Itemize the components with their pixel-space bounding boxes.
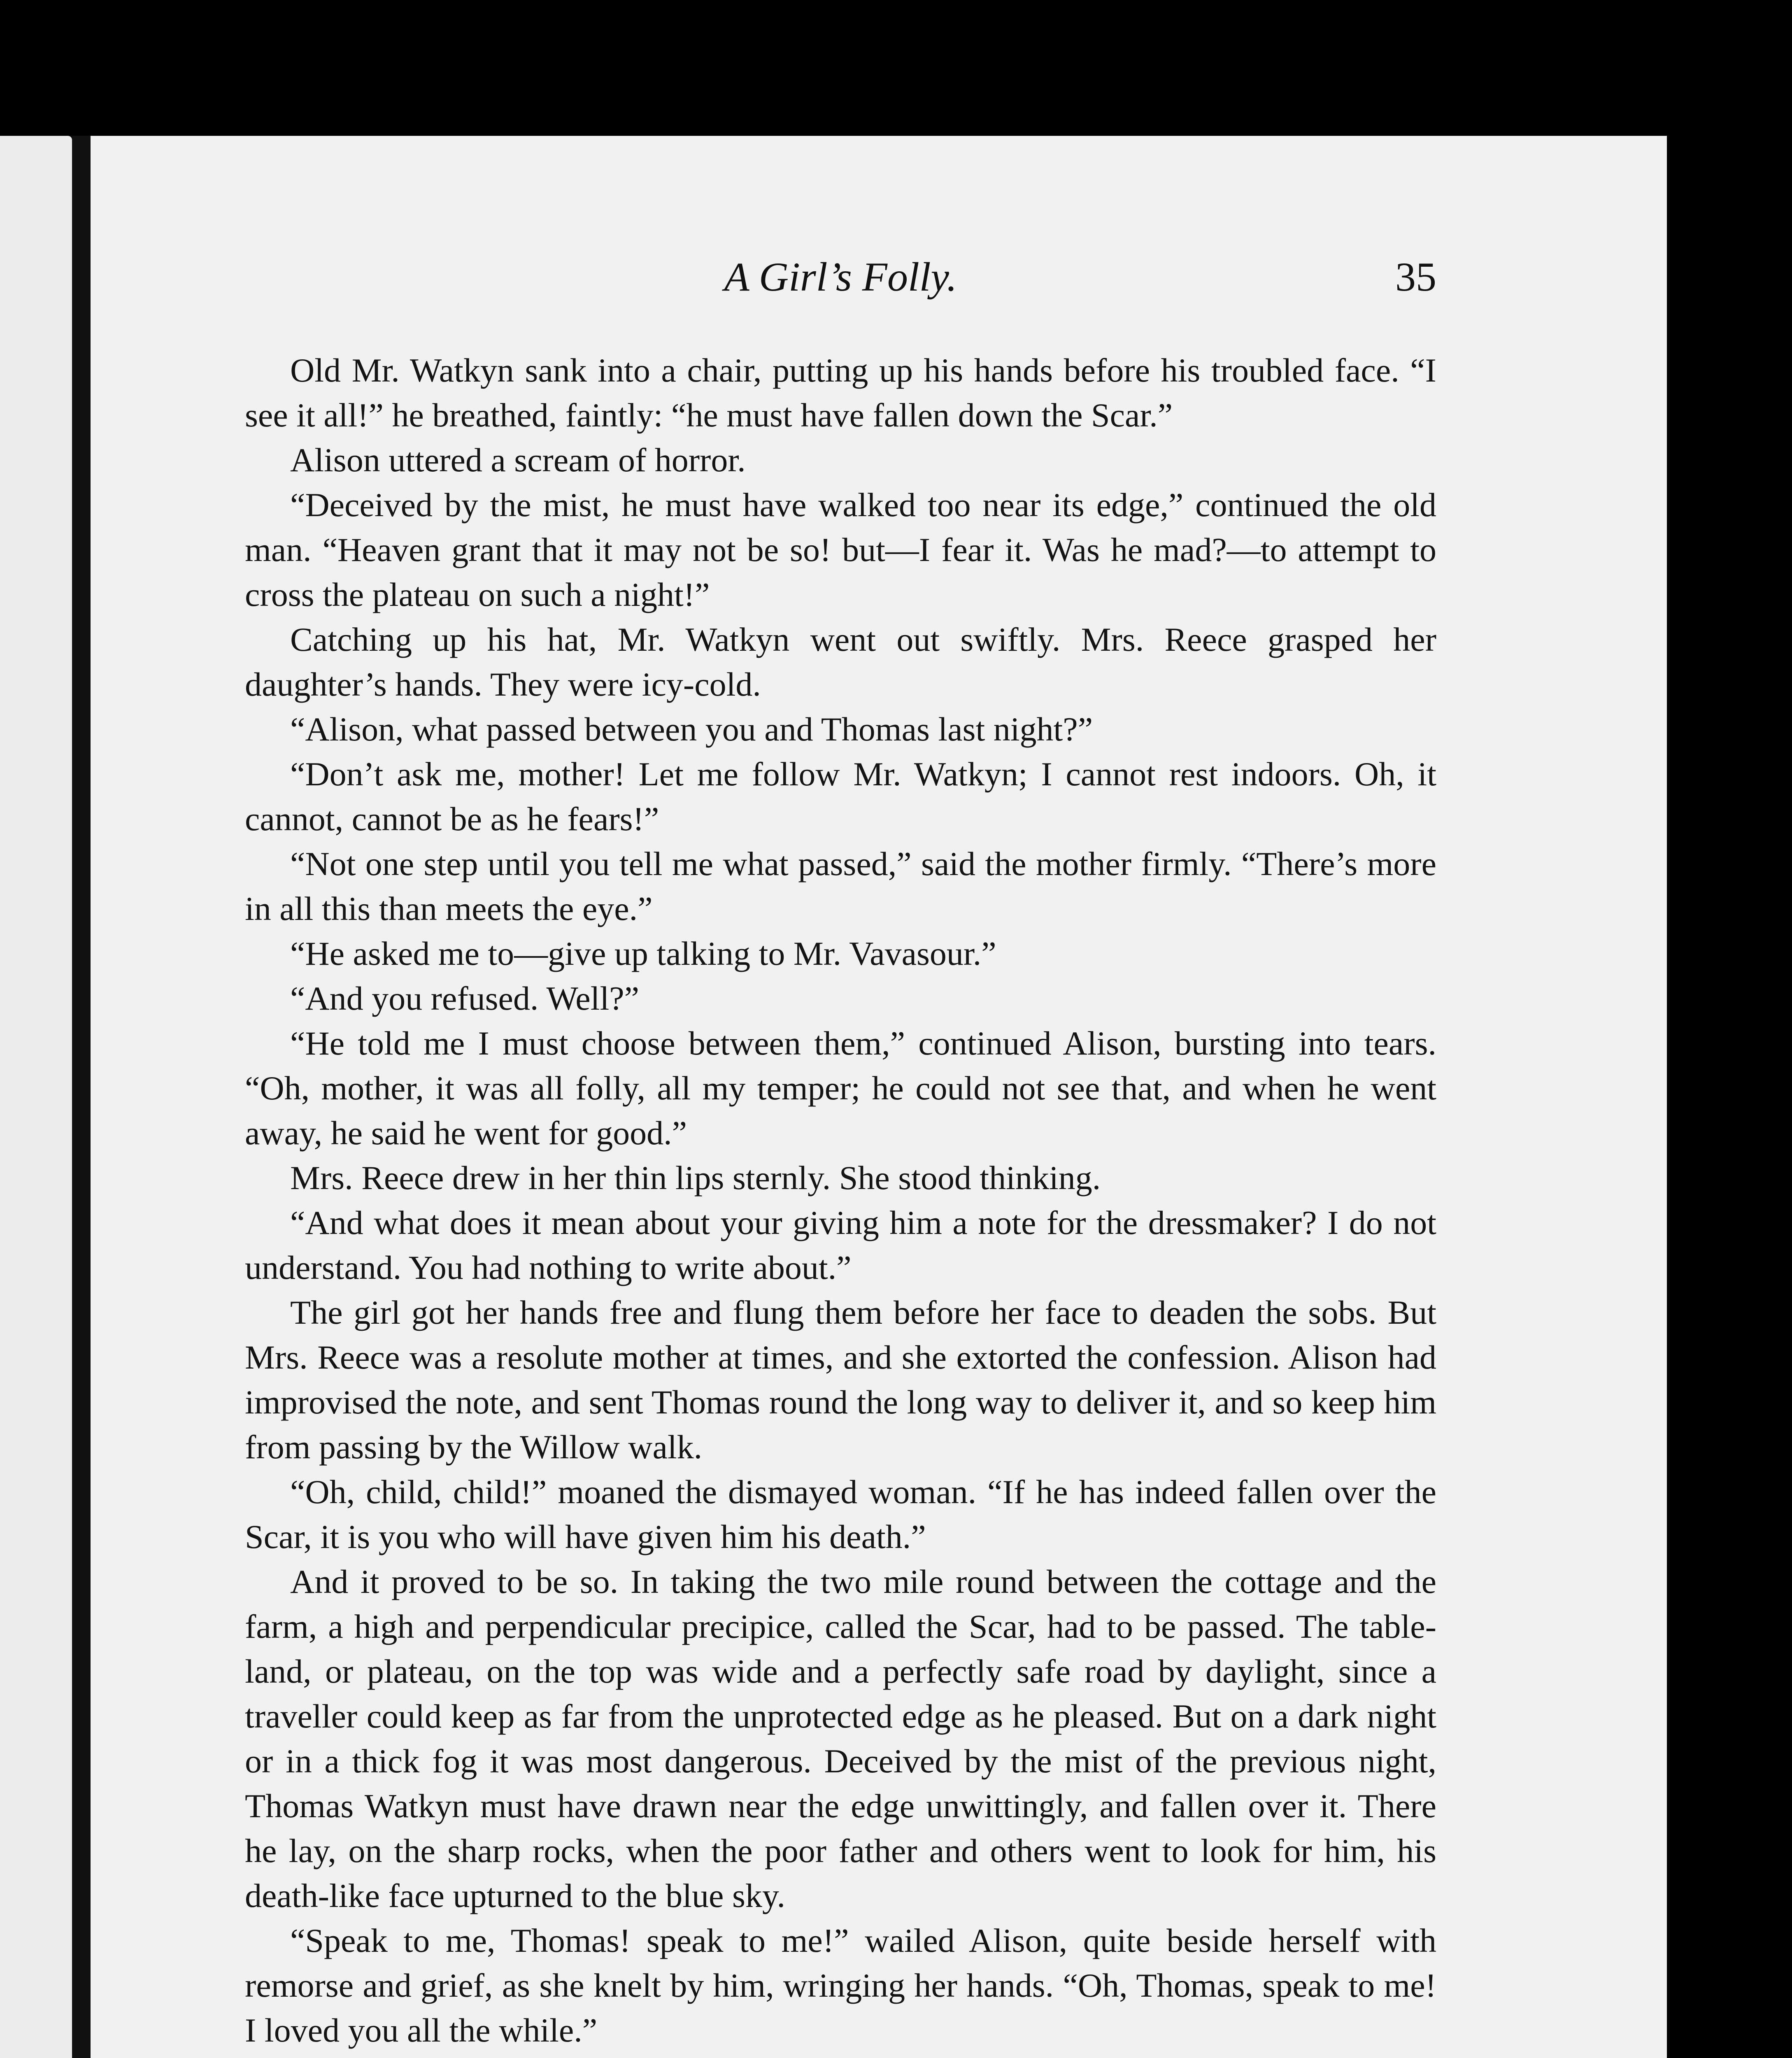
paragraph: Old Mr. Watkyn sank into a chair, putting up his hands before his troubled face. “I see it all!” he breathed, faintly: “he must have fallen down the Scar.” xyxy=(245,352,1436,434)
page-header xyxy=(245,253,1436,319)
running-title: A Girl’s Folly. xyxy=(724,254,957,300)
paragraph: Mrs. Reece drew in her thin lips sternly. She stood thinking. xyxy=(290,1159,1101,1197)
paragraph: “And you refused. Well?” xyxy=(290,980,640,1017)
gutter-shadow xyxy=(72,136,91,2058)
paragraph: “Deceived by the mist, he must have walked too near its edge,” continued the old man. “Heaven grant that it may not be so! but—I fear it. Was he mad?—to attempt to cross the plateau on such a night!” xyxy=(245,486,1436,613)
paragraph: “Alison, what passed between you and Thomas last night?” xyxy=(290,710,1093,748)
paragraph: And it proved to be so. In taking the two mile round between the cottage and the farm, a high and perpendicular precipice, called the Scar, had to be passed. The table-land, or plateau, on the top was wide and a perfectly safe road by daylight, since a traveller could keep as far from the unprotected edge as he pleased. But on a dark night or in a thick fog it was most dangerous. Deceived by the mist of the previous night, Thomas Watkyn must have drawn near the edge unwittingly, and fallen over it. There he lay, on the sharp rocks, when the poor father and others went to look for him, his death-like face upturned to the blue sky. xyxy=(245,1563,1436,1914)
paragraph: “Not one step until you tell me what passed,” said the mother firmly. “There’s more in all this than meets the eye.” xyxy=(245,845,1436,927)
facing-page-edge xyxy=(0,136,72,2058)
paragraph: Catching up his hat, Mr. Watkyn went out swiftly. Mrs. Reece grasped her daughter’s hands. They were icy-cold. xyxy=(245,621,1436,703)
paragraph: Alison uttered a scream of horror. xyxy=(290,441,746,479)
paragraph: “He asked me to—give up talking to Mr. Vavasour.” xyxy=(290,935,996,972)
paragraph: “Don’t ask me, mother! Let me follow Mr. Watkyn; I cannot rest indoors. Oh, it cannot, cannot be as he fears!” xyxy=(245,755,1436,838)
paragraph: “He told me I must choose between them,” continued Alison, bursting into tears. “Oh, mother, it was all folly, all my temper; he could not see that, and when he went away, he said he went for good.” xyxy=(245,1024,1436,1152)
paragraph: “Speak to me, Thomas! speak to me!” wailed Alison, quite beside herself with remorse and grief, as she knelt by him, wringing her hands. “Oh, Thomas, speak to me! I loved you all the while.” xyxy=(245,1922,1436,2049)
paragraph: “Oh, child, child!” moaned the dismayed woman. “If he has indeed fallen over the Scar, it is you who will have given him his death.” xyxy=(245,1473,1436,1555)
page-number: 35 xyxy=(1395,254,1436,300)
paragraph: The girl got her hands free and flung them before her face to deaden the sobs. But Mrs. Reece was a resolute mother at times, and she extorted the confession. Alison had improvised the note, and sent Thomas round the long way to deliver it, and so keep him from passing by the Willow walk. xyxy=(245,1294,1436,1466)
body-text xyxy=(245,348,1436,2053)
paragraph: “And what does it mean about your giving him a note for the dressmaker? I do not understand. You had nothing to write about.” xyxy=(245,1204,1436,1286)
